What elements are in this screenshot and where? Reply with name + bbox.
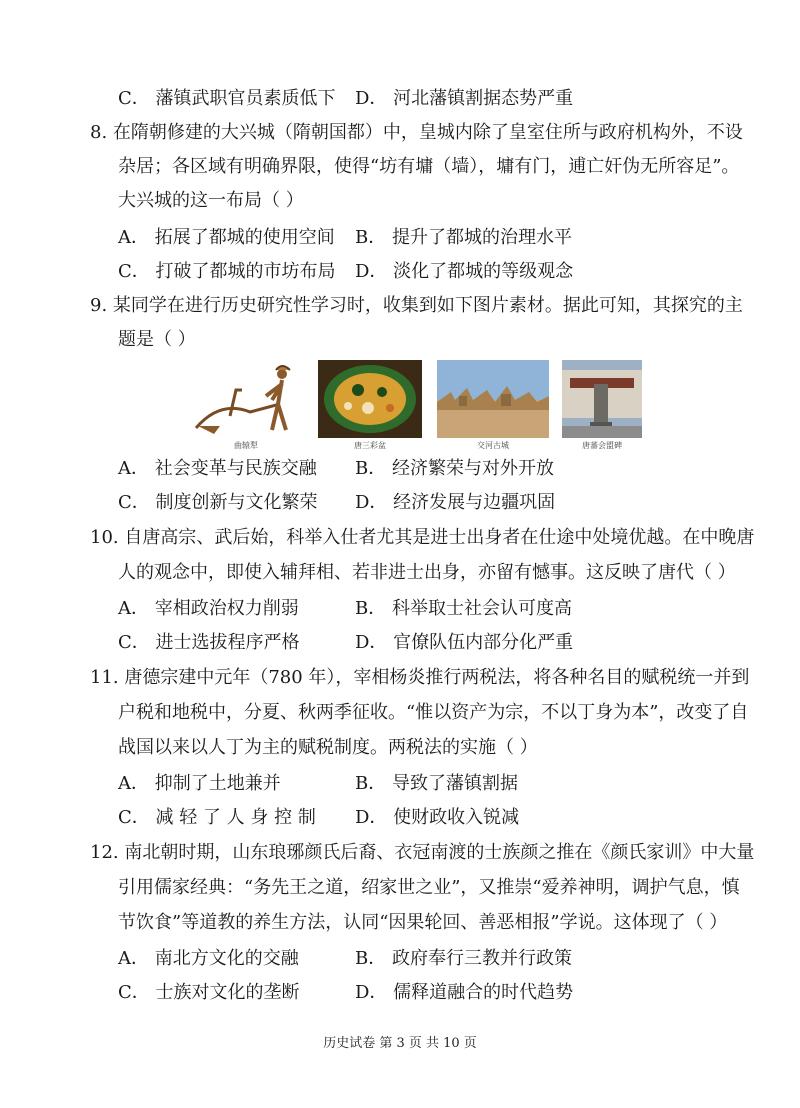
q12-stem-line2: 引用儒家经典：“务先王之道，绍家世之业”，又推崇“爱养神明，调护气息，慎 [118, 877, 740, 898]
q9-option-b: B． 经济繁荣与对外开放 [355, 458, 554, 479]
q9-option-c: C． 制度创新与文化繁荣 [118, 492, 318, 513]
q9-stem-line1: 9. 某同学在进行历史研究性学习时，收集到如下图片素材。据此可知，其探究的主 [90, 295, 743, 316]
q11-option-c: C． 减 轻 了 人 身 控 制 [118, 807, 316, 828]
q12-stem-line3: 节饮食”等道教的养生方法，认同“因果轮回、善恶相报”学说。这体现了（ ） [118, 912, 728, 933]
q8-stem-line1: 8. 在隋朝修建的大兴城（隋朝国都）中，皇城内除了皇室住所与政府机构外，不设 [90, 122, 743, 143]
q8-stem-line2: 杂居；各区域有明确界限，使得“坊有墉（墙），墉有门，逋亡奸伪无所容足”。 [118, 156, 740, 177]
q12-option-a: A． 南北方文化的交融 [118, 948, 299, 969]
caption-jiaohe-city: 交河古城 [477, 441, 509, 450]
caption-alliance-stele: 唐蕃会盟碑 [582, 441, 622, 450]
q12-option-d: D． 儒释道融合的时代趋势 [355, 982, 574, 1003]
q9-option-a: A． 社会变革与民族交融 [118, 458, 317, 479]
q9-image-row [190, 360, 650, 452]
q12-stem-line1: 12. 南北朝时期，山东琅琊颜氏后裔、衣冠南渡的士族颜之推在《颜氏家训》中大量 [90, 842, 755, 863]
q10-option-c: C． 进士选拔程序严格 [118, 632, 300, 653]
caption-tang-sancai: 唐三彩盆 [354, 441, 386, 450]
q8-option-a: A． 拓展了都城的使用空间 [118, 227, 335, 248]
q8-stem-line3: 大兴城的这一布局（ ） [118, 190, 304, 211]
q11-option-d: D． 使财政收入锐减 [355, 807, 520, 828]
q9-stem-line2: 题是（ ） [118, 329, 196, 350]
q10-option-a: A． 宰相政治权力削弱 [118, 598, 299, 619]
q11-option-a: A． 抑制了土地兼并 [118, 773, 281, 794]
q12-option-b: B． 政府奉行三教并行政策 [355, 948, 572, 969]
q10-option-b: B． 科举取士社会认可度高 [355, 598, 572, 619]
caption-curved-plow: 曲辕犁 [234, 441, 258, 450]
q11-stem-line3: 战国以来以人丁为主的赋税制度。两税法的实施（ ） [118, 737, 538, 758]
q8-option-d: D． 淡化了都城的等级观念 [355, 261, 574, 282]
prev-option-d: D． 河北藩镇割据态势严重 [355, 88, 574, 109]
jiaohe-ancient-city-image [437, 360, 549, 438]
q10-stem-line2: 人的观念中，即使入辅拜相、若非进士出身，亦留有憾事。这反映了唐代（ ） [118, 562, 736, 583]
q12-option-c: C． 士族对文化的垄断 [118, 982, 300, 1003]
q10-option-d: D． 官僚队伍内部分化严重 [355, 632, 574, 653]
q11-stem-line1: 11. 唐德宗建中元年（780 年），宰相杨炎推行两税法，将各种名目的赋税统一并到 [90, 667, 750, 688]
tang-tibet-alliance-stele-image [562, 360, 642, 438]
tang-sancai-bowl-image [318, 360, 422, 438]
q11-stem-line2: 户税和地税中，分夏、秋两季征收。“惟以资产为宗，不以丁身为本”，改变了自 [118, 702, 749, 723]
page-footer: 历史试卷 第 3 页 共 10 页 [323, 1036, 477, 1051]
q9-option-d: D． 经济发展与边疆巩固 [355, 492, 556, 513]
q8-option-c: C． 打破了都城的市坊布局 [118, 261, 336, 282]
prev-option-c: C． 藩镇武职官员素质低下 [118, 88, 336, 109]
q8-option-b: B． 提升了都城的治理水平 [355, 227, 572, 248]
q11-option-b: B． 导致了藩镇割据 [355, 773, 518, 794]
curved-plow-image [190, 360, 302, 438]
q10-stem-line1: 10. 自唐高宗、武后始，科举入仕者尤其是进士出身者在仕途中处境优越。在中晚唐 [90, 527, 755, 548]
